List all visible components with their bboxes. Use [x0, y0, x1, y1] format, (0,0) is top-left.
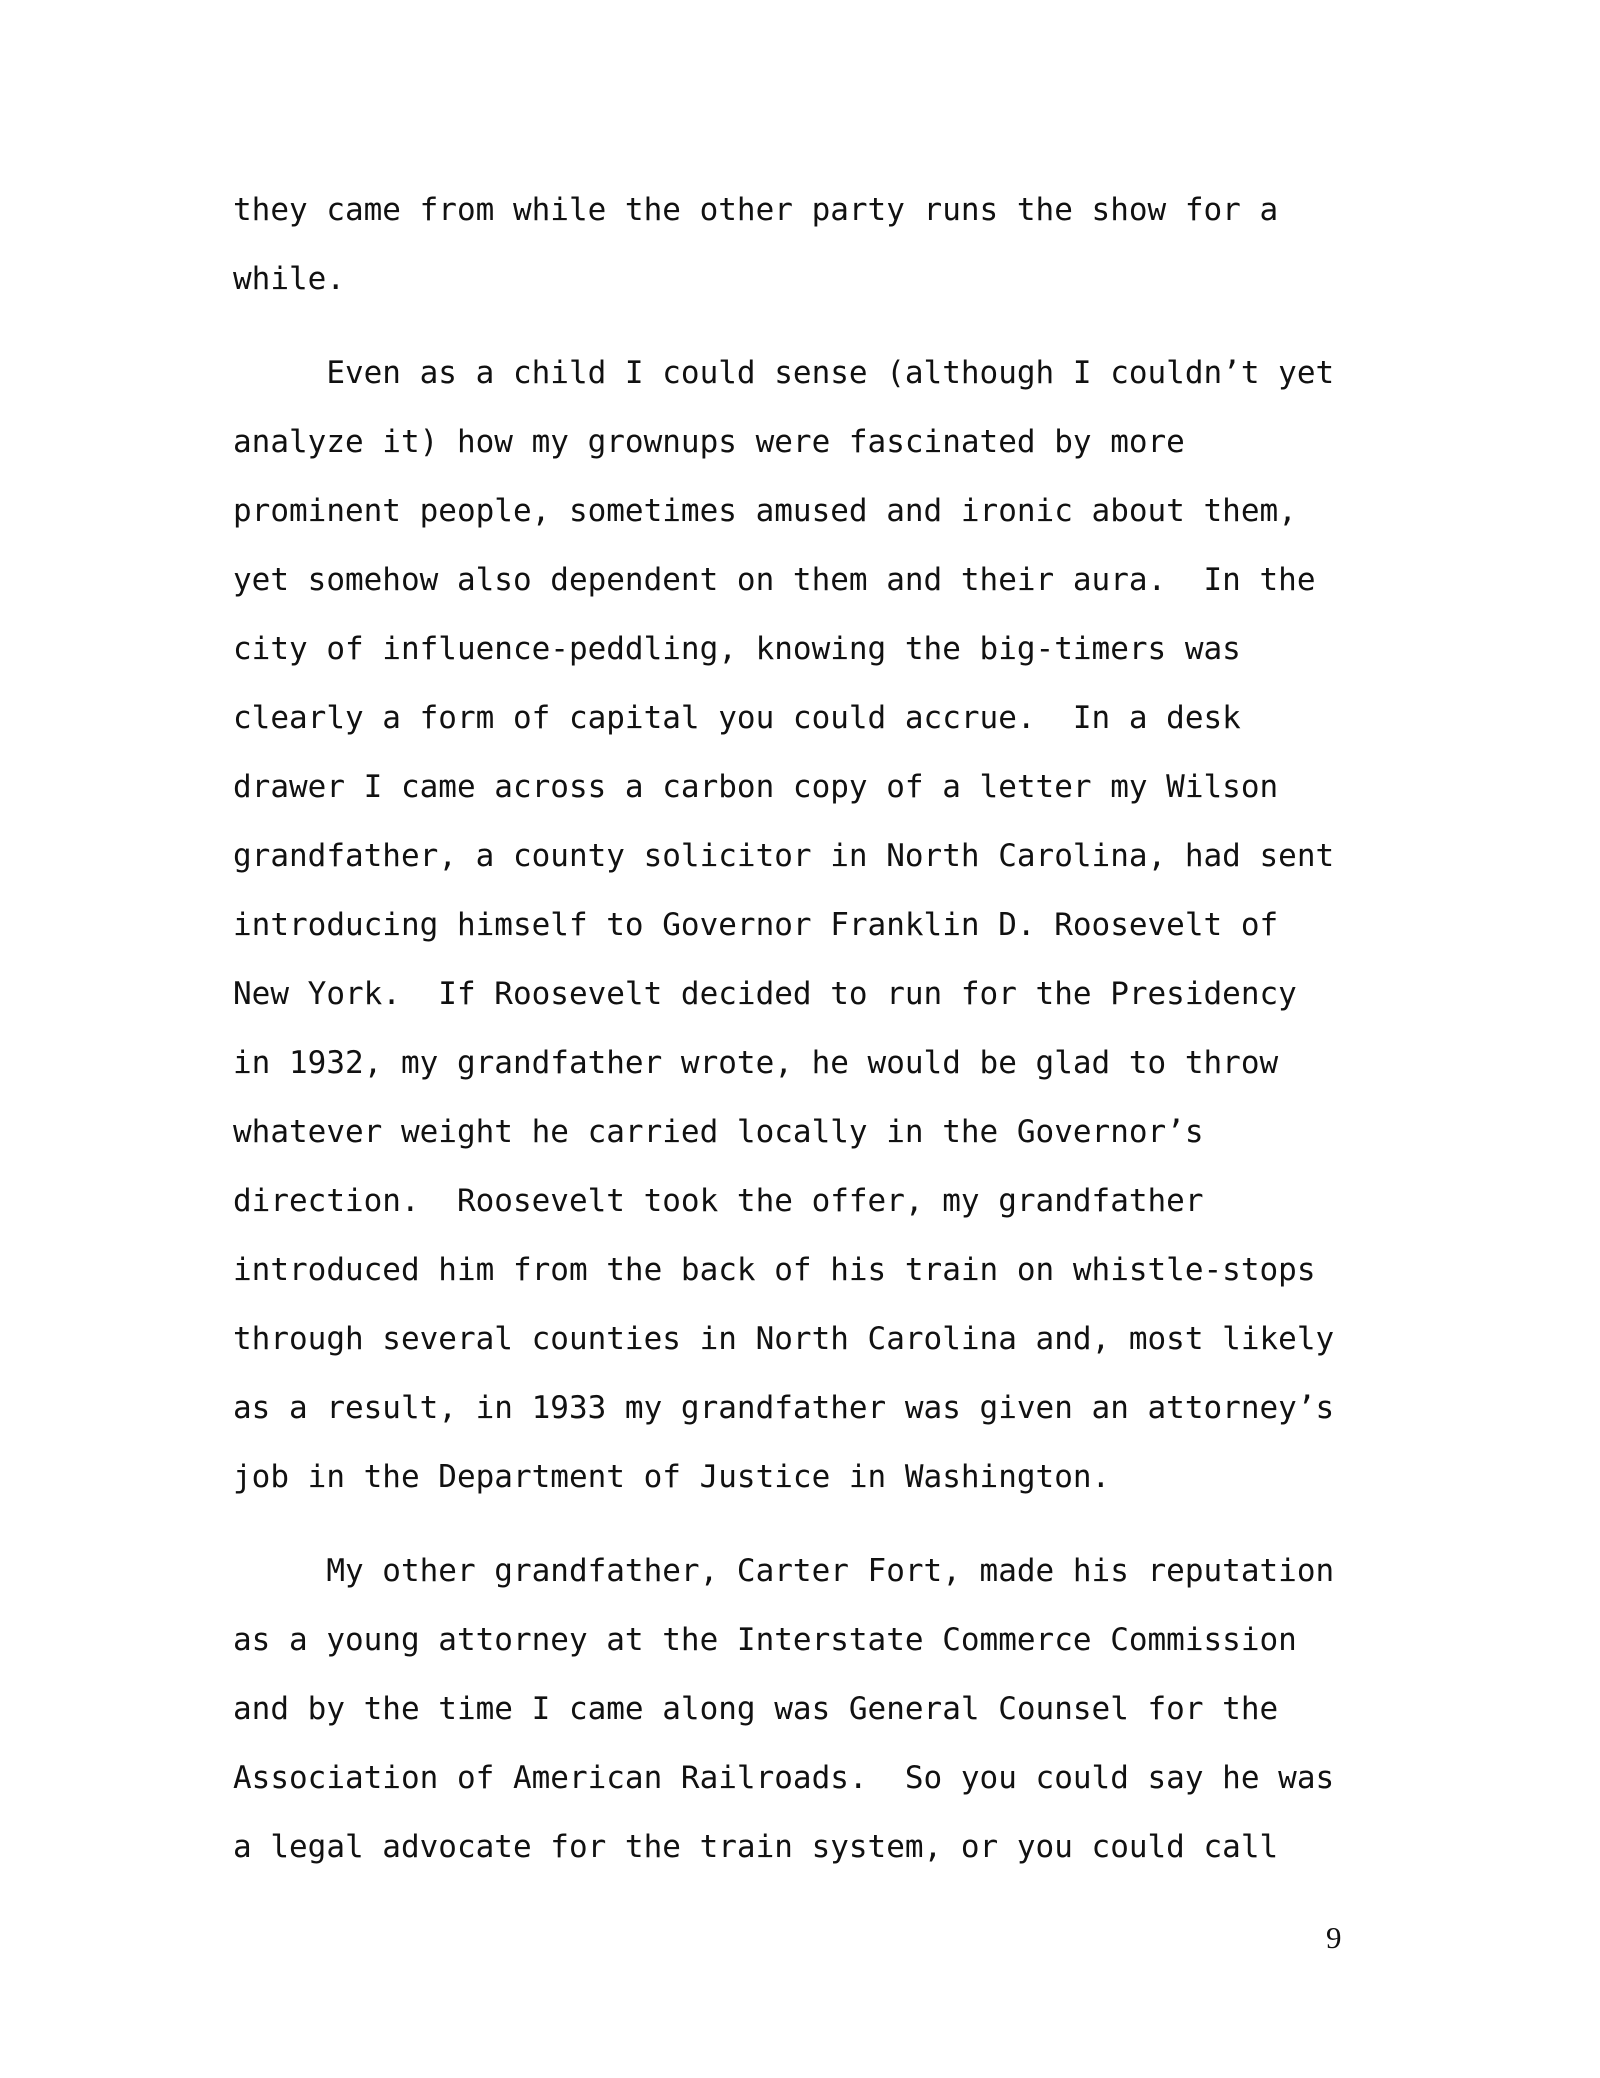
text-line: New York. If Roosevelt decided to run for the Presidency — [233, 976, 1297, 1012]
text-line: they came from while the other party runs the show for a — [233, 192, 1279, 228]
paragraph-gap — [233, 314, 1363, 339]
text-line: My other grandfather, Carter Fort, made his reputation — [233, 1553, 1335, 1589]
text-line: while. — [233, 261, 345, 297]
text-line: prominent people, sometimes amused and ironic about them, — [233, 493, 1297, 529]
text-line: in 1932, my grandfather wrote, he would be glad to throw — [233, 1045, 1279, 1081]
text-line: introducing himself to Governor Franklin D. Roosevelt of — [233, 907, 1279, 943]
text-line: as a result, in 1933 my grandfather was given an attorney’s — [233, 1390, 1335, 1426]
text-line: job in the Department of Justice in Washington. — [233, 1459, 1111, 1495]
text-line: direction. Roosevelt took the offer, my grandfather — [233, 1183, 1204, 1219]
text-line: a legal advocate for the train system, or you could call — [233, 1829, 1279, 1865]
text-line: through several counties in North Carolina and, most likely — [233, 1321, 1335, 1357]
paragraph-2 — [233, 339, 1363, 1512]
text-line: city of influence-peddling, knowing the big-timers was — [233, 631, 1241, 667]
body-text — [233, 176, 1363, 1882]
paragraph-3 — [233, 1537, 1363, 1882]
text-line: whatever weight he carried locally in the Governor’s — [233, 1114, 1204, 1150]
text-line: yet somehow also dependent on them and their aura. In the — [233, 562, 1316, 598]
text-line: introduced him from the back of his train on whistle-stops — [233, 1252, 1316, 1288]
paragraph-1 — [233, 176, 1363, 314]
text-line: as a young attorney at the Interstate Commerce Commission — [233, 1622, 1297, 1658]
text-line: analyze it) how my grownups were fascinated by more — [233, 424, 1185, 460]
text-line: Even as a child I could sense (although I couldn’t yet — [233, 355, 1335, 391]
text-line: and by the time I came along was General Counsel for the — [233, 1691, 1279, 1727]
text-line: drawer I came across a carbon copy of a letter my Wilson — [233, 769, 1279, 805]
text-line: clearly a form of capital you could accrue. In a desk — [233, 700, 1241, 736]
text-line: Association of American Railroads. So you could say he was — [233, 1760, 1335, 1796]
page-number: 9 — [1326, 1920, 1342, 1955]
text-line: grandfather, a county solicitor in North Carolina, had sent — [233, 838, 1335, 874]
paragraph-gap — [233, 1512, 1363, 1537]
